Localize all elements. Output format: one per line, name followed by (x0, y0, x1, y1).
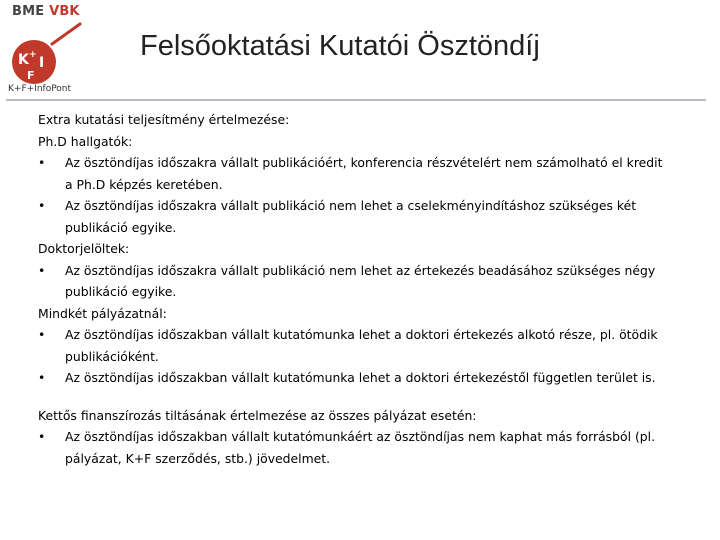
emblem-k: K (18, 52, 29, 68)
logo-footer: K+F+InfoPont (8, 84, 72, 94)
list-item (38, 426, 702, 469)
bullet-icon: • (38, 155, 46, 170)
list-item-text: Az ösztöndíjas időszakban vállalt kutatómunkáért az ösztöndíjas nem kaphat más forrásból (pl. (65, 429, 656, 444)
list-item-text: Az ösztöndíjas időszakban vállalt kutatómunka lehet a doktori értekezéstől független terület is. (65, 370, 656, 385)
emblem-plus: + (29, 50, 37, 60)
bullet-icon: • (38, 327, 46, 342)
title-divider (6, 99, 706, 101)
list-item (38, 260, 702, 303)
section-spacer (38, 389, 702, 405)
logo-brand-vbk: VBK (49, 4, 80, 19)
logo-emblem-icon (6, 22, 86, 84)
logo (6, 4, 96, 96)
list-item-text: Az ösztöndíjas időszakban vállalt kutatómunka lehet a doktori értekezés alkotó része, pl. ötödik (65, 327, 658, 342)
list-item-text: Az ösztöndíjas időszakra vállalt publikációért, konferencia részvételért nem számolható el kredit (65, 155, 663, 170)
list-item (38, 152, 702, 195)
logo-brand-bme: BME (12, 4, 45, 19)
page-title: Felsőoktatási Kutatói Ösztöndíj (140, 30, 540, 62)
heading-dual-funding: Kettős finanszírozás tiltásának értelmezése az összes pályázat esetén: (38, 407, 477, 423)
list-item-text: publikációként. (65, 348, 159, 364)
list-item-text: publikáció egyike. (65, 219, 177, 235)
document-body (38, 109, 702, 469)
logo-brand (12, 4, 80, 19)
emblem-i: I (39, 55, 45, 71)
bullet-icon: • (38, 370, 46, 385)
list-item (38, 324, 702, 367)
heading-both-applications: Mindkét pályázatnál: (38, 305, 167, 321)
list-item-text: Az ösztöndíjas időszakra vállalt publikáció nem lehet az értekezés beadásához szükséges négy (65, 262, 656, 278)
heading-extra: Extra kutatási teljesítmény értelmezése: (38, 112, 290, 127)
list-item-text: pályázat, K+F szerződés, stb.) jövedelmet. (65, 450, 331, 466)
bullet-icon: • (38, 262, 46, 278)
emblem-f: F (27, 69, 35, 82)
list-item-text: Az ösztöndíjas időszakra vállalt publikáció nem lehet a cselekményindításhoz szükséges két (65, 198, 637, 213)
list-item (38, 367, 702, 389)
bullet-icon: • (38, 198, 46, 213)
heading-doctoral-candidates: Doktorjelöltek: (38, 241, 130, 256)
heading-phd: Ph.D hallgatók: (38, 133, 133, 149)
list-item-text: a Ph.D képzés keretében. (65, 176, 223, 192)
list-item-text: publikáció egyike. (65, 284, 177, 299)
list-item (38, 195, 702, 238)
bullet-icon: • (38, 429, 46, 444)
